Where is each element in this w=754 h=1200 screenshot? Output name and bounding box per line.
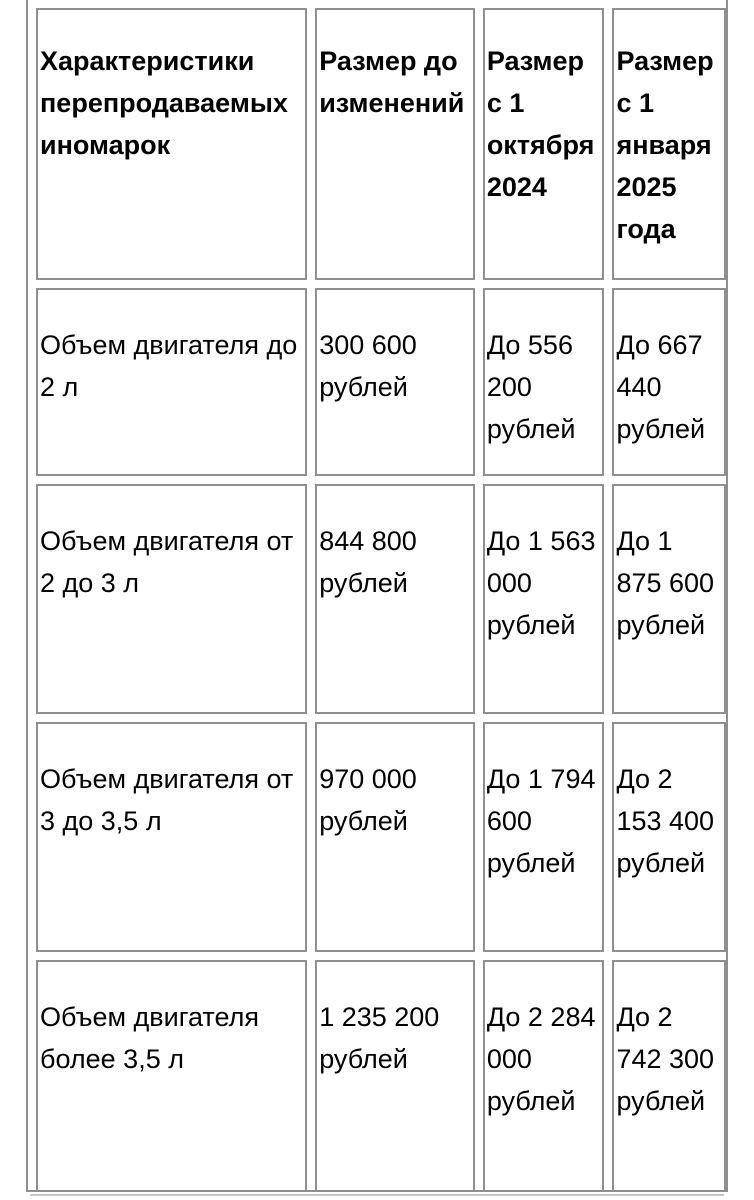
bottom-divider [30, 1194, 724, 1196]
cell-characteristic: Объем двигателя более 3,5 л [36, 960, 307, 1192]
cell-size-jan-2025: До 667 440 рублей [612, 288, 726, 476]
fees-table-container [26, 0, 728, 1192]
fees-table [28, 0, 734, 1200]
cell-size-oct-2024: До 2 284 000 рублей [483, 960, 605, 1192]
table-row [36, 960, 726, 1192]
header-size-jan-2025: Размер с 1 января 2025 года [612, 8, 726, 280]
table-row [36, 722, 726, 952]
cell-size-before: 1 235 200 рублей [315, 960, 475, 1192]
cell-size-before: 844 800 рублей [315, 484, 475, 714]
cell-size-before: 970 000 рублей [315, 722, 475, 952]
table-header-row [36, 8, 726, 280]
cell-characteristic: Объем двигателя до 2 л [36, 288, 307, 476]
header-characteristics: Характеристики перепродаваемых иномарок [36, 8, 307, 280]
cell-size-oct-2024: До 1 794 600 рублей [483, 722, 605, 952]
cell-size-oct-2024: До 1 563 000 рублей [483, 484, 605, 714]
cell-size-oct-2024: До 556 200 рублей [483, 288, 605, 476]
header-size-before: Размер до изменений [315, 8, 475, 280]
header-size-oct-2024: Размер с 1 октября 2024 [483, 8, 605, 280]
cell-size-jan-2025: До 2 153 400 рублей [612, 722, 726, 952]
cell-characteristic: Объем двигателя от 3 до 3,5 л [36, 722, 307, 952]
cell-size-before: 300 600 рублей [315, 288, 475, 476]
cell-characteristic: Объем двигателя от 2 до 3 л [36, 484, 307, 714]
table-row [36, 288, 726, 476]
table-row [36, 484, 726, 714]
cell-size-jan-2025: До 1 875 600 рублей [612, 484, 726, 714]
cell-size-jan-2025: До 2 742 300 рублей [612, 960, 726, 1192]
